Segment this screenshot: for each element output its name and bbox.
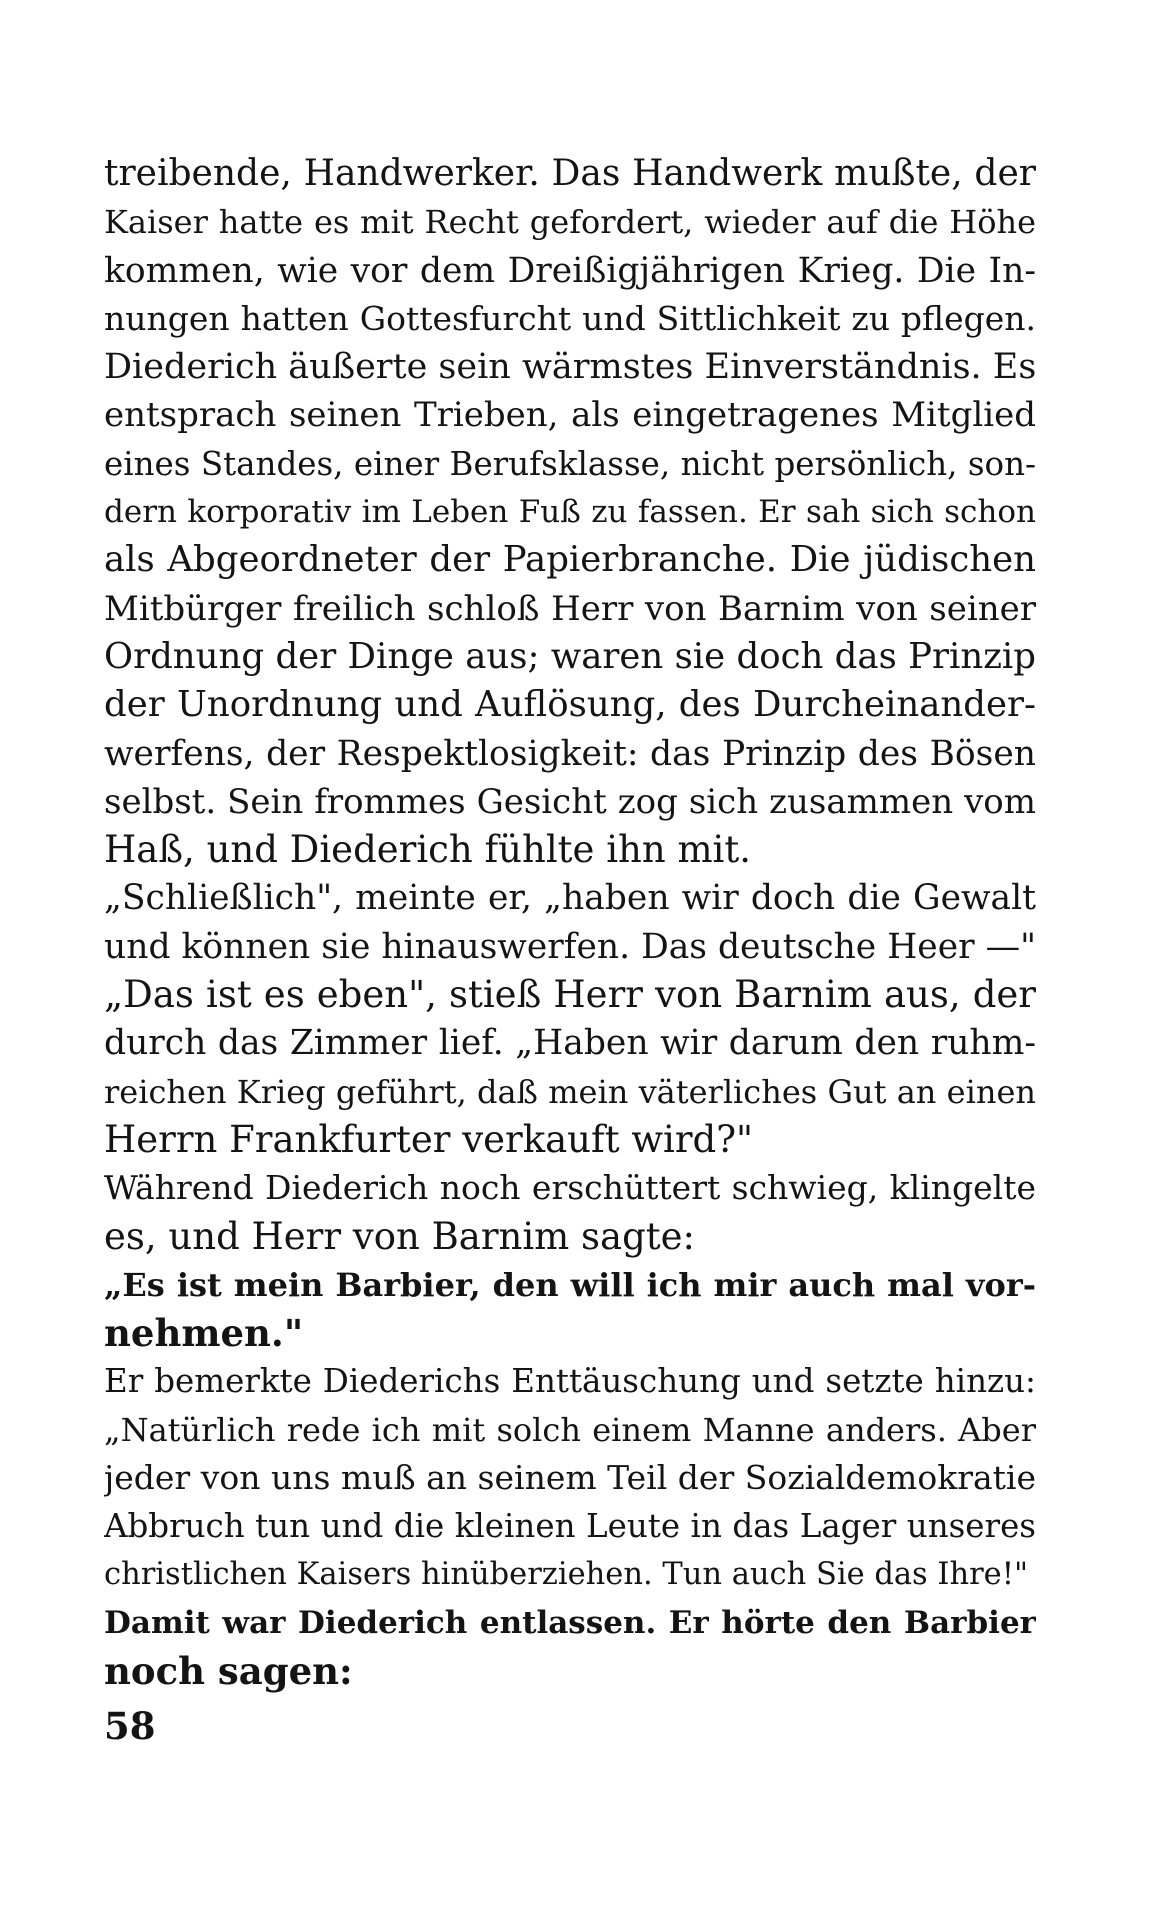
text-line: selbst. Sein frommes Gesicht zog sich zusammen vom (104, 781, 1036, 822)
text-line: werfens, der Respektlosigkeit: das Prinzip des Bösen (104, 733, 1036, 774)
page-number: 58 (104, 1704, 156, 1748)
text-line: als Abgeordneter der Papierbranche. Die jüdischen (104, 539, 1036, 581)
text-line: Damit war Diederich entlassen. Er hörte den Barbier (104, 1604, 1036, 1641)
text-line: noch sagen: (104, 1649, 353, 1694)
text-line: „Das ist es eben", stieß Herr von Barnim aus, der (104, 973, 1036, 1017)
text-line: eines Standes, einer Berufsklasse, nicht persönlich, son- (104, 444, 1036, 483)
text-line: Haß, und Diederich fühlte ihn mit. (104, 828, 751, 872)
text-line: Er bemerkte Diederichs Enttäuschung und setzte hinzu: (104, 1362, 1036, 1401)
text-line: Diederich äußerte sein wärmstes Einverständnis. Es (104, 347, 1036, 388)
text-line: Herrn Frankfurter verkauft wird?" (104, 1117, 754, 1161)
text-line: „Schließlich", meinte er, „haben wir doch die Gewalt (104, 878, 1036, 919)
text-line: „Natürlich rede ich mit solch einem Manne anders. Aber (104, 1410, 1036, 1449)
text-line: es, und Herr von Barnim sagte: (104, 1214, 695, 1258)
text-line: kommen, wie vor dem Dreißigjährigen Krieg. Die In- (104, 250, 1036, 291)
text-line: reichen Krieg geführt, daß mein väterliches Gut an einen (104, 1072, 1036, 1111)
text-line: entsprach seinen Trieben, als eingetragenes Mitglied (104, 395, 1036, 436)
text-line: dern korporativ im Leben Fuß zu fassen. Er sah sich schon (104, 494, 1036, 531)
text-line: Kaiser hatte es mit Recht gefordert, wieder auf die Höhe (104, 203, 1036, 242)
text-line: durch das Zimmer lief. „Haben wir darum den ruhm- (104, 1023, 1036, 1064)
text-line: der Unordnung und Auflösung, des Durcheinander- (104, 684, 1036, 726)
text-line: „Es ist mein Barbier, den will ich mir auch mal vor- (104, 1265, 1036, 1304)
text-line: Während Diederich noch erschüttert schwieg, klingelte (104, 1168, 1036, 1208)
text-line: nehmen." (104, 1311, 304, 1356)
text-line: Abbruch tun und die kleinen Leute in das Lager unseres (104, 1507, 1036, 1546)
text-line: christlichen Kaisers hinüberziehen. Tun auch Sie das Ihre!" (104, 1556, 1029, 1592)
text-line: jeder von uns muß an seinem Teil der Sozialdemokratie (104, 1458, 1036, 1498)
text-line: und können sie hinauswerfen. Das deutsche Heer —" (104, 926, 1036, 967)
text-line: Mitbürger freilich schloß Herr von Barnim von seiner (104, 588, 1036, 629)
text-body (104, 150, 1036, 1696)
text-line: nungen hatten Gottesfurcht und Sittlichkeit zu pflegen. (104, 298, 1036, 338)
text-line: treibende, Handwerker. Das Handwerk mußte, der (104, 153, 1036, 194)
text-line: Ordnung der Dinge aus; waren sie doch das Prinzip (104, 635, 1036, 677)
